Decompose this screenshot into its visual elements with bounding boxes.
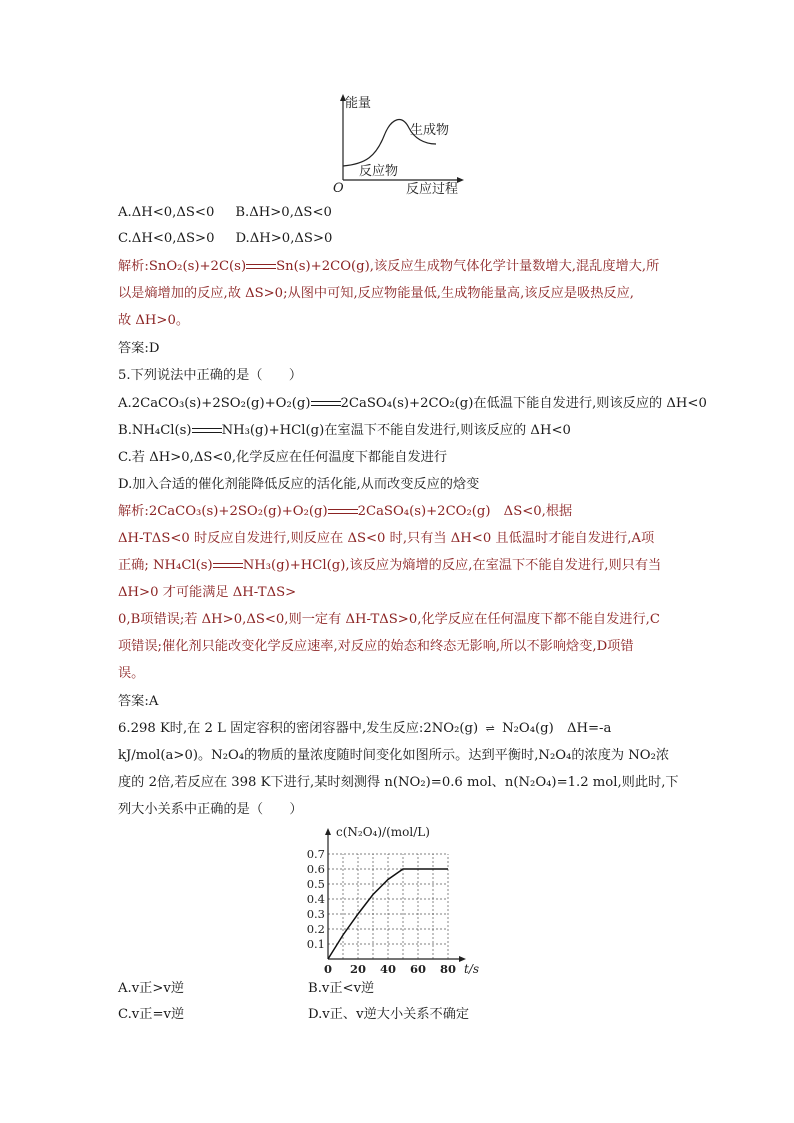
y-axis-arrow-icon bbox=[325, 828, 331, 835]
x-tick-label: 80 bbox=[439, 962, 457, 974]
q5-option-a[interactable]: A.2CaCO₃(s)+2SO₂(g)+O₂(g) 2CaSO₄(s)+2CO₂(g)在低温下能自发进行,则该反应的 ΔH<0 bbox=[118, 396, 707, 411]
equilibrium-arrow-icon: ⇌ bbox=[485, 722, 495, 735]
q6-stem-line4: 列大小关系中正确的是（ ） bbox=[118, 802, 303, 817]
q6-option-c[interactable]: C.v正=v逆 bbox=[118, 1007, 185, 1022]
q4-option-c[interactable]: C.ΔH<0,ΔS>0 bbox=[118, 231, 215, 246]
y-tick-label: 0.3 bbox=[306, 907, 325, 921]
q4-analysis-line1: 解析:SnO₂(s)+2C(s) Sn(s)+2CO(g),该反应生成物气体化学计量数增大,混乱度增大,所 bbox=[118, 259, 660, 274]
y-tick-label: 0.1 bbox=[306, 937, 325, 951]
q6-stem-line1: 6.298 K时,在 2 L 固定容积的密闭容器中,发生反应:2NO₂(g) ⇌ N₂O₄(g) ΔH=-a bbox=[118, 721, 612, 736]
origin-label: O bbox=[333, 181, 344, 196]
process-axis-label: 反应过程 bbox=[406, 182, 459, 197]
q5-analysis-line4: ΔH>0 才可能满足 ΔH-TΔS> bbox=[118, 585, 297, 600]
y-tick-label: 0.5 bbox=[306, 877, 325, 891]
equals-arrow-icon bbox=[192, 426, 222, 436]
y-tick-label: 0.7 bbox=[306, 847, 325, 861]
q4-option-d[interactable]: D.ΔH>0,ΔS>0 bbox=[235, 231, 333, 246]
q5-stem: 5.下列说法中正确的是（ ） bbox=[118, 368, 303, 383]
y-tick-label: 0.4 bbox=[306, 892, 325, 906]
x-tick-label: 60 bbox=[409, 962, 427, 974]
q5-option-d[interactable]: D.加入合适的催化剂能降低反应的活化能,从而改变反应的焓变 bbox=[118, 477, 480, 492]
y-tick-label: 0.6 bbox=[306, 862, 325, 876]
equals-arrow-icon bbox=[311, 399, 341, 409]
q4-option-b[interactable]: B.ΔH>0,ΔS<0 bbox=[235, 205, 332, 220]
product-label: 生成物 bbox=[410, 123, 450, 138]
y-tick-label: 0.2 bbox=[306, 922, 325, 936]
q6-stem-line3: 度的 2倍,若反应在 398 K下进行,某时刻测得 n(NO₂)=0.6 mol、n(N₂O₄)=1.2 mol,则此时,下 bbox=[118, 775, 679, 790]
q4-analysis-line2: 以是熵增加的反应,故 ΔS>0;从图中可知,反应物能量低,生成物能量高,该反应是吸热反应, bbox=[118, 286, 634, 301]
concentration-chart bbox=[296, 822, 496, 974]
q5-option-b[interactable]: B.NH₄Cl(s) NH₃(g)+HCl(g)在室温下不能自发进行,则该反应的 ΔH<0 bbox=[118, 423, 571, 438]
x-axis-label: t/s bbox=[464, 962, 480, 974]
q4-analysis-line3: 故 ΔH>0。 bbox=[118, 313, 190, 328]
energy-diagram bbox=[326, 92, 466, 198]
q5-analysis-line2: ΔH-TΔS<0 时反应自发进行,则反应在 ΔS<0 时,只有当 ΔH<0 且低温时才能自发进行,A项 bbox=[118, 531, 655, 546]
q6-option-d[interactable]: D.v正、v逆大小关系不确定 bbox=[308, 1007, 470, 1022]
equals-arrow-icon bbox=[213, 561, 243, 571]
equals-arrow-icon bbox=[246, 262, 276, 272]
q6-option-b[interactable]: B.v正<v逆 bbox=[308, 981, 375, 996]
q4-answer: 答案:D bbox=[118, 341, 160, 356]
q4-options-row2 bbox=[118, 230, 332, 248]
q5-analysis-line5: 0,B项错误;若 ΔH>0,ΔS<0,则一定有 ΔH-TΔS>0,化学反应在任何温度下都不能自发进行,C bbox=[118, 612, 660, 627]
q5-answer: 答案:A bbox=[118, 694, 159, 709]
q5-option-c[interactable]: C.若 ΔH>0,ΔS<0,化学反应在任何温度下都能自发进行 bbox=[118, 450, 448, 465]
x-tick-label: 20 bbox=[349, 962, 367, 974]
q6-option-a[interactable]: A.v正>v逆 bbox=[118, 981, 185, 996]
x-tick-label: 0 bbox=[323, 962, 333, 974]
equals-arrow-icon bbox=[328, 507, 358, 517]
q5-analysis-line1: 解析:2CaCO₃(s)+2SO₂(g)+O₂(g) 2CaSO₄(s)+2CO₂(g) ΔS<0,根据 bbox=[118, 504, 573, 519]
y-axis-label: c(N₂O₄)/(mol/L) bbox=[336, 825, 430, 839]
q6-stem-line2: kJ/mol(a>0)。N₂O₄的物质的量浓度随时间变化如图所示。达到平衡时,N₂O₄的浓度为 NO₂浓 bbox=[118, 748, 670, 763]
x-tick-label: 40 bbox=[379, 962, 397, 974]
q5-analysis-line6: 项错误;催化剂只能改变化学反应速率,对反应的始态和终态无影响,所以不影响焓变,D项错 bbox=[118, 639, 634, 654]
reactant-label: 反应物 bbox=[359, 164, 399, 179]
q5-analysis-line7: 误。 bbox=[118, 666, 145, 681]
energy-axis-label: 能量 bbox=[345, 96, 372, 111]
q4-options-row1 bbox=[118, 204, 332, 222]
q4-option-a[interactable]: A.ΔH<0,ΔS<0 bbox=[118, 205, 215, 220]
q5-analysis-line3: 正确; NH₄Cl(s) NH₃(g)+HCl(g),该反应为熵增的反应,在室温下不能自发进行,则只有当 bbox=[118, 558, 662, 573]
